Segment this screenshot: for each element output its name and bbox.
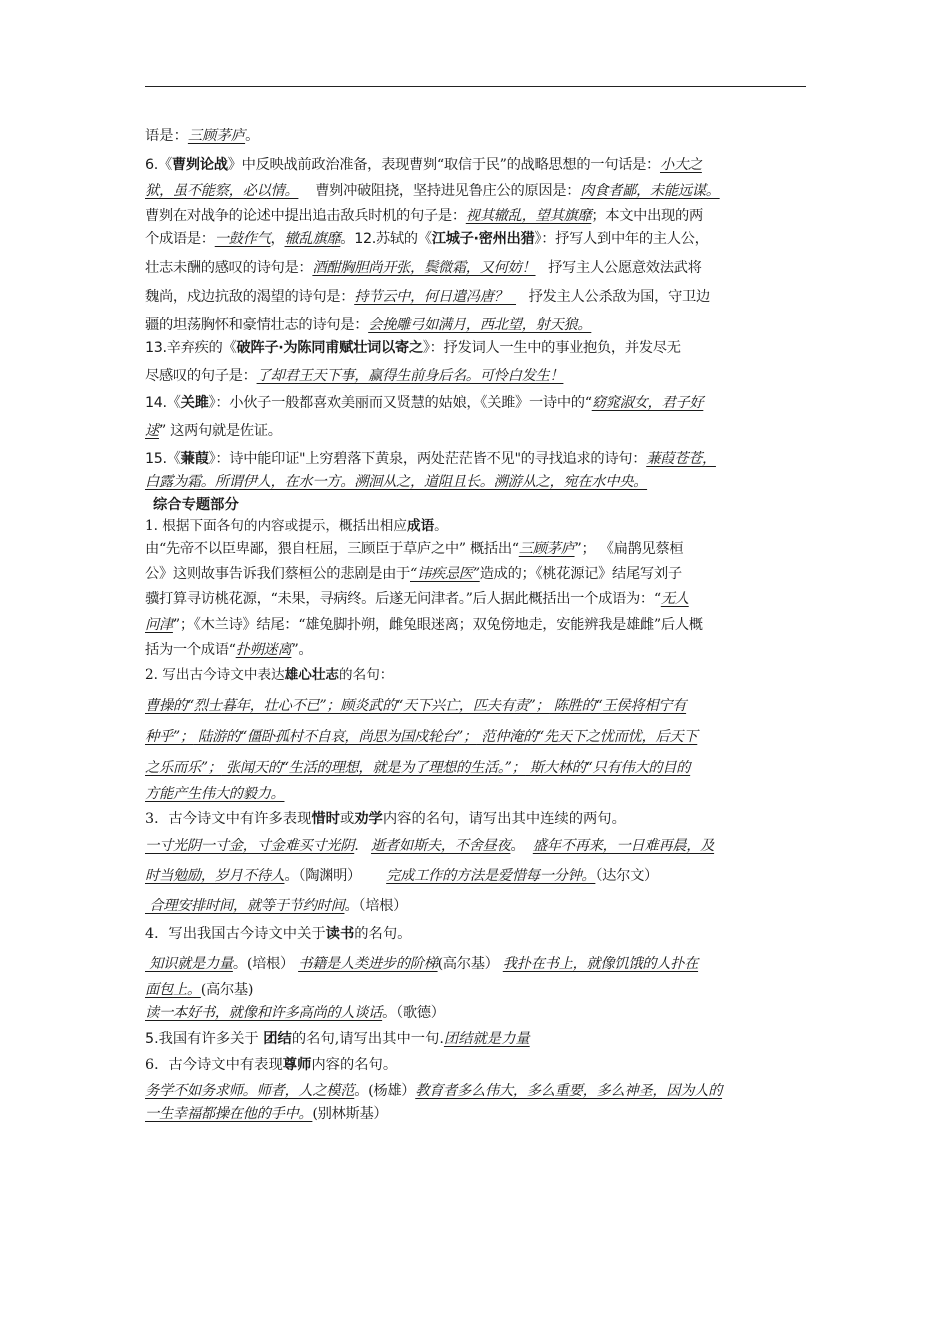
text-line: 逑” 这两句就是佐证。 (145, 423, 282, 439)
answer: 合理安排时间，就等于节约时间 (145, 898, 345, 914)
work-title: 江城子·密州出猎 (431, 231, 535, 247)
answer: 务学不如务求师。师者，人之模范 (145, 1083, 355, 1099)
text-line: 务学不如务求师。师者，人之模范。(杨雄）教育者多么伟大，多么重要，多么神圣，因为人的 (145, 1083, 723, 1099)
text: 语是： (145, 128, 188, 144)
answer: 持节云中，何日遣冯唐？ (354, 289, 517, 305)
work-title: 破阵子·为陈同甫赋壮词以寄之 (236, 340, 423, 356)
question-line: 2. 写出古今诗文中表达雄心壮志的名句： (145, 667, 394, 683)
question-line: 4．写出我国古今诗文中关于读书的名句。 (145, 926, 412, 942)
work-title: 曹刿论战 (171, 157, 228, 173)
text-line: 面包上。(高尔基) (145, 982, 254, 998)
text-line: 14.《关雎》：小伙子一般都喜欢美丽而又贤慧的姑娘，《关雎》一诗中的“窈窕淑女，君子好 (145, 395, 704, 411)
answer: 窈窕淑女，君子好 (591, 395, 704, 411)
text-line: 壮志未酬的感叹的诗句是：酒酣胸胆尚开张，鬓微霜，又何妨！ 抒写主人公愿意效法武将 (145, 260, 702, 276)
section-heading: 综合专题部分 (153, 497, 239, 513)
answer: 面包上。 (145, 982, 201, 998)
text-line: 由“先帝不以臣卑鄙，猥自枉屈，三顾臣于草庐之中” 概括出“三顾茅庐”； 《扁鹊见蔡桓 (145, 541, 684, 557)
answer: 陆游的“僵卧孤村不自哀，尚思为国戍轮台”； (193, 729, 477, 745)
answer: 会挽雕弓如满月，西北望，射天狼。 (368, 317, 592, 333)
text-line: 魏尚，戍边抗敌的渴望的诗句是：持节云中，何日遣冯唐？ 抒发主人公杀敌为国，守卫边 (145, 289, 710, 305)
answer: 扑朔迷离 (235, 642, 292, 658)
text-line: 尽感叹的句子是：了却君王天下事，赢得生前身后名。可怜白发生！ (145, 368, 564, 384)
text-line: 15.《蒹葭》：诗中能印证"上穷碧落下黄泉，两处茫茫皆不见"的寻找追求的诗句：蒹葭苍苍， (145, 451, 716, 467)
answer: 酒酣胸胆尚开张，鬓微霜，又何妨！ (312, 260, 536, 276)
text-line: 知识就是力量。(培根） 书籍是人类进步的阶梯(高尔基） 我扑在书上，就像饥饿的人扑在 (145, 956, 699, 972)
text-line: 读一本好书，就像和许多高尚的人谈话。（歌德） (145, 1005, 445, 1021)
answer: 了却君王天下事，赢得生前身后名。可怜白发生！ (256, 368, 564, 384)
text-line (145, 760, 807, 777)
answer: 一寸光阴一寸金，寸金难买寸光阴 (145, 838, 355, 854)
text-line: 13.辛弃疾的《破阵子·为陈同甫赋壮词以寄之》：抒发词人一生中的事业抱负，并发尽无 (145, 340, 681, 356)
answer: 白露为霜。所谓伊人，在水一方。溯洄从之，道阻且长。溯游从之，宛在水中央。 (145, 474, 648, 490)
question-line: 3．古今诗文中有许多表现惜时或劝学内容的名句，请写出其中连续的两句。 (145, 811, 626, 827)
text-line: 骥打算寻访桃花源，“未果，寻病终。后遂无问津者。”后人据此概括出一个成语为：“无人 (145, 591, 689, 607)
answer: 知识就是力量 (145, 956, 233, 972)
question-line: 5.我国有许多关于 团结的名句,请写出其中一句.团结就是力量 (145, 1031, 530, 1047)
answer: “讳疾忌医” (410, 566, 480, 582)
answer: 种乎”； (145, 729, 194, 745)
work-title: 蒹葭 (180, 451, 209, 467)
text-line: 6.《曹刿论战》中反映战前政治准备，表现曹刿“取信于民”的战略思想的一句话是：小大之 (145, 157, 702, 173)
answer: 时当勉励，岁月不待人 (145, 868, 285, 884)
text-line: 曹刿在对战争的论述中提出追击敌兵时机的句子是：视其辙乱，望其旗靡；本文中出现的两 (145, 208, 703, 224)
work-title: 关雎 (180, 395, 209, 411)
answer: 辙乱旗靡 (284, 231, 341, 247)
answer: 逑 (145, 423, 159, 439)
answer: 斯大林的“只有伟大的目的 (525, 760, 691, 776)
answer: 狱，虽不能察，必以情。 (145, 183, 299, 199)
answer: 逝者如斯夫，不舍昼夜 (370, 838, 511, 854)
text-line: 时当勉励，岁月不待人。（陶渊明） 完成工作的方法是爱惜每一分钟。（达尔文） (145, 868, 658, 884)
text-line: 公》这则故事告诉我们蔡桓公的悲剧是由于“讳疾忌医”造成的；《桃花源记》结尾写刘子 (145, 566, 682, 582)
answer: 教育者多么伟大，多么重要，多么神圣，因为人的 (415, 1083, 723, 1099)
answer: 小大之 (660, 157, 702, 173)
answer: 肉食者鄙，未能远谋。 (580, 183, 720, 199)
text-line (145, 786, 807, 803)
answer: 书籍是人类进步的阶梯 (298, 956, 438, 972)
answer: 范仲淹的“先天下之忧而忧，后天下 (476, 729, 698, 745)
answer: 无人 (660, 591, 689, 607)
text-line (145, 474, 807, 491)
text-line (145, 128, 807, 145)
answer: 一生幸福都操在他的手中。 (145, 1106, 313, 1122)
answer: 完成工作的方法是爱惜每一分钟。 (386, 868, 596, 884)
answer: 问津 (145, 617, 173, 633)
text-line: 狱，虽不能察，必以情。 曹刿冲破阻挠，坚持进见鲁庄公的原因是：肉食者鄙，未能远谋。 (145, 183, 720, 199)
answer: 一鼓作气 (214, 231, 271, 247)
text-line: 疆的坦荡胸怀和豪情壮志的诗句是：会挽雕弓如满月，西北望，射天狼。 (145, 317, 592, 333)
answer: 方能产生伟大的毅力。 (145, 786, 285, 802)
question-line: 1. 根据下面各句的内容或提示，概括出相应成语。 (145, 518, 448, 534)
answer: 之乐而乐”； (145, 760, 222, 776)
answer: 视其辙乱，望其旗靡 (465, 208, 592, 224)
text-line: 合理安排时间，就等于节约时间。（培根） (145, 898, 408, 914)
answer: 三顾茅庐 (518, 541, 575, 557)
answer: 团结就是力量 (443, 1031, 530, 1047)
document-body (145, 118, 807, 1123)
text-line (145, 698, 807, 715)
text: 。 (245, 128, 260, 144)
answer: 三顾茅庐 (187, 128, 246, 144)
text-line: 个成语是：一鼓作气，辙乱旗靡。12.苏轼的《江城子·密州出猎》：抒写人到中年的主人公， (145, 231, 709, 247)
answer: 读一本好书，就像和许多高尚的人谈话 (145, 1005, 383, 1021)
answer: 张闻天的“生活的理想，就是为了理想的生活。”； (221, 760, 526, 776)
header-rule (145, 86, 806, 87)
text-line: 问津”；《木兰诗》结尾：“雄兔脚扑朔，雌兔眼迷离；双兔傍地走，安能辨我是雄雌”后人概 (145, 617, 703, 633)
text-line: 一寸光阴一寸金，寸金难买寸光阴. 逝者如斯夫，不舍昼夜。 盛年不再来，一日难再晨，及 (145, 838, 715, 854)
answer: 我扑在书上，就像饥饿的人扑在 (502, 956, 699, 972)
answer: 曹操的“烈士暮年，壮心不已”；顾炎武的“天下兴亡，匹夫有责”； (145, 698, 550, 714)
text-line: 一生幸福都操在他的手中。(别林斯基） (145, 1106, 388, 1122)
text-line (145, 729, 807, 746)
answer: 蒹葭苍苍， (646, 451, 716, 467)
answer: 陈胜的“王侯将相宁有 (549, 698, 687, 714)
text-line: 括为一个成语“扑朔迷离”。 (145, 642, 313, 658)
answer: 盛年不再来，一日难再晨，及 (532, 838, 715, 854)
question-line: 6．古今诗文中有表现尊师内容的名句。 (145, 1057, 398, 1073)
